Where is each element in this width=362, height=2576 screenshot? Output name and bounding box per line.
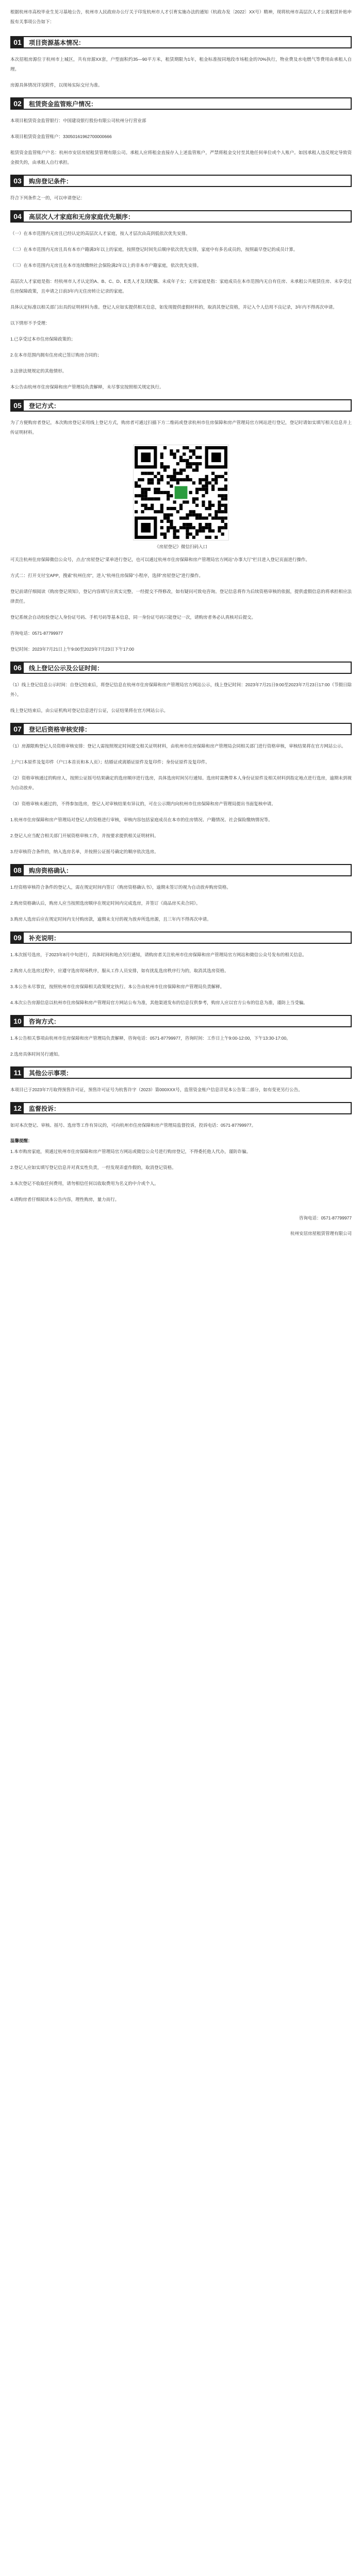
section-number: 08 bbox=[11, 865, 24, 876]
section-title: 登记方式： bbox=[29, 402, 60, 410]
section-paragraph: （1）线上登记信息公示时间：自登记结束后，将登记信息在杭州市住房保障和房产管理局官方网站公示，线上登记时间：2023年7月21日9:00至2023年7月23日17:00（节假日除外）。 bbox=[10, 682, 352, 697]
section-paragraph: 高层次人才家庭是指：经杭州市人才认定的A、B、C、D、E类人才及其配偶、未成年子女；无房家庭是指：家庭成员在本市范围内无自有住房、未承租公共租赁住房、未享受过住房保障政策，且申请之日前3年内无住房转让记录的家庭。 bbox=[10, 279, 352, 294]
section-number: 06 bbox=[11, 662, 24, 673]
footer-org: 杭州安居房屋租赁管理有限公司 bbox=[290, 1231, 352, 1236]
section-paragraph: 登记前请仔细阅读《购房登记须知》，登记内容填写应真实完整，一经提交不得修改，如有疑问可致电咨询。登记信息将作为后续资格审核的依据，提供虚假信息的将承担相应法律责任。 bbox=[10, 589, 352, 604]
section-paragraph: 线上登记结束后，由公证机构对登记信息进行公证，公证结果将在官方网站公示。 bbox=[10, 708, 169, 713]
section-number: 02 bbox=[11, 98, 24, 109]
notice-paragraph: 3.本次登记不收取任何费用，请勿相信任何以收取费用为名义的中介或个人。 bbox=[10, 1181, 159, 1186]
section-title: 登记后资格审核安排： bbox=[29, 725, 91, 733]
section-paragraph: （一）在本市范围内无房且已经认定的高层次人才家庭，按人才层次由高到低依次优先安排。 bbox=[10, 231, 190, 236]
section-number: 09 bbox=[11, 932, 24, 943]
document-page bbox=[0, 0, 362, 1238]
section-paragraph: 2.购房人在选房过程中，应遵守选房现场秩序，服从工作人员安排，如有扰乱选房秩序行为的，取消其选房资格。 bbox=[10, 968, 229, 973]
section-paragraph: 本次招租房源位于杭州市上城区，共有房源XX套，户型面积约35—90平方米，租赁期限为1年，租金标准按同地段市场租金的70%执行，物业费及水电燃气等费用由承租人自理。 bbox=[10, 57, 352, 72]
section-04 bbox=[10, 210, 352, 392]
section-header bbox=[10, 97, 352, 110]
section-paragraph: 如对本次登记、审核、摇号、选房等工作有异议的，可向杭州市住房保障和房产管理局监督投诉，投诉电话：0571-87799977。 bbox=[10, 1123, 256, 1128]
section-paragraph: 1.本次摇号选房，于2023年8月中旬进行，具体时间和地点另行通知，请购房者关注杭州市住房保障和房产管理局官方网站和微信公众号发布的相关信息。 bbox=[10, 952, 307, 957]
section-paragraph: （二）在本市范围内无房且具有本市户籍满3年以上的家庭，按照登记时间先后顺序依次优先安排，家庭中有多名成员的，按照最早登记的成员计算。 bbox=[10, 247, 298, 252]
intro-paragraph: 根据杭州市高校毕业生见习基地公告，杭州市人民政府办公厅关于印发杭州市人才引育实施办法的通知（杭政办发〔2022〕XX号）精神，现将杭州市高层次人才公寓租赁补贴申报有关事项公告如下： bbox=[10, 9, 352, 24]
section-paragraph: 2.购房资格确认后，购房人应当按照选房顺序在规定时间内完成选房，并签订《商品房买卖合同》。 bbox=[10, 901, 201, 906]
section-number: 11 bbox=[11, 1067, 24, 1078]
section-paragraph: 1.本公告相关事项由杭州市住房保障和房产管理局负责解释，咨询电话：0571-87799977，咨询时间：工作日上午9:00-12:00，下午13:30-17:00。 bbox=[10, 1036, 291, 1041]
section-title: 项目资源基本情况： bbox=[29, 39, 85, 46]
section-paragraph: 本项目租赁资金监管账户：33050161962700000666 bbox=[10, 134, 112, 139]
section-title: 咨询方式： bbox=[29, 1018, 60, 1025]
section-header bbox=[10, 36, 352, 48]
section-paragraph: 2.选房具体时间另行通知。 bbox=[10, 1052, 62, 1057]
section-05 bbox=[10, 399, 352, 654]
section-03 bbox=[10, 175, 352, 203]
section-01 bbox=[10, 36, 352, 90]
section-paragraph: 3.经审核符合条件的，纳入选房名单，并按照公证摇号确定的顺序依次选房。 bbox=[10, 849, 159, 854]
section-07 bbox=[10, 723, 352, 857]
notice-title: 温馨提醒： bbox=[10, 1138, 32, 1143]
section-title: 补充说明： bbox=[29, 934, 60, 942]
section-paragraph: 上户口本原件及复印件（户口本首页和本人页）；结婚证或离婚证原件及复印件；身份证原件及复印件。 bbox=[10, 759, 210, 765]
section-paragraph: 本项目已于2023年7月取得预售许可证，预售许可证号为杭售许字（2023）第000XXX号，监管资金账户信息详见本公告第二部分，如有变更另行公告。 bbox=[10, 1087, 303, 1092]
section-paragraph: 房源具体情况详见附件，以现场实际交付为准。 bbox=[10, 82, 103, 88]
section-paragraph: 3.法律法规规定的其他情形。 bbox=[10, 368, 67, 374]
section-header bbox=[10, 662, 352, 674]
section-12 bbox=[10, 1102, 352, 1130]
section-paragraph: 具体认定标准以相关部门出具的证明材料为准。登记人应如实提供相关信息，如发现提供虚假材料的，取消其登记资格，并记入个人信用不良记录，3年内不得再次申请。 bbox=[10, 304, 337, 310]
section-title: 其他公示事项： bbox=[29, 1069, 73, 1077]
section-paragraph: 以下情形不予受理： bbox=[10, 320, 50, 326]
section-paragraph: 登记系统会自动校验登记人身份证号码、手机号码等基本信息，同一身份证号码只能登记一次，请购房者务必认真核对后提交。 bbox=[10, 615, 256, 620]
section-number: 01 bbox=[11, 37, 24, 48]
notice-paragraphs bbox=[10, 1147, 352, 1205]
notice-paragraph: 4.请购房者仔细阅读本公告内容，理性购房，量力而行。 bbox=[10, 1197, 120, 1202]
section-06 bbox=[10, 662, 352, 716]
section-paragraph: 3.购房人选房后应在规定时间内支付购房款，逾期未支付的视为放弃所选房源，且三年内不得再次申请。 bbox=[10, 917, 211, 922]
section-paragraph: 1.杭州市住房保障和房产管理局对登记人的资格进行审核，审核内容包括家庭成员在本市的住房情况、户籍情况、社会保险缴纳情况等。 bbox=[10, 817, 273, 822]
section-paragraph: 登记时间：2023年7月21日上午9:00至2023年7月23日下午17:00 bbox=[10, 647, 134, 652]
section-header bbox=[10, 1102, 352, 1114]
footer-contact: 咨询电话：0571-87799977 bbox=[299, 1215, 352, 1221]
section-paragraph: 4.本次公告房源信息以杭州市住房保障和房产管理局官方网站公布为准，其他渠道发布的信息仅供参考，购房人应以官方公布的信息为准，谨防上当受骗。 bbox=[10, 1000, 308, 1005]
section-paragraph: 1.已享受过本市住房保障政策的； bbox=[10, 336, 76, 342]
section-header bbox=[10, 931, 352, 944]
section-paragraph: （1）房源限购登记人员资格审核安排：登记人需按照规定时间提交相关证明材料，由杭州市住房保障和房产管理局会同相关部门进行资格审核，审核结果将在官方网站公示。 bbox=[10, 743, 346, 749]
section-08 bbox=[10, 864, 352, 924]
notice-section bbox=[10, 1138, 352, 1205]
section-header bbox=[10, 175, 352, 187]
section-paragraph: 本项目租赁资金监管银行：中国建设银行股份有限公司杭州分行营业部 bbox=[10, 118, 146, 123]
section-paragraph: 2.登记人应当配合相关部门开展资格审核工作，并按要求提供相关证明材料。 bbox=[10, 833, 159, 838]
section-title: 线上登记公示及公证时间： bbox=[29, 664, 104, 672]
section-paragraph: 符合下列条件之一的，可以申请登记： bbox=[10, 195, 85, 200]
section-paragraph: 可关注杭州住房保障微信公众号，点击“房屋登记”菜单进行登记，也可以通过杭州市住房保障和房产管理局官方网站“办事大厅”栏目进入登记页面进行操作。 bbox=[10, 557, 310, 562]
qr-caption: 《房屋登记》微信扫码入口 bbox=[154, 544, 207, 549]
qr-code-icon[interactable] bbox=[133, 445, 229, 540]
section-number: 04 bbox=[11, 211, 24, 222]
section-header bbox=[10, 864, 352, 876]
footer bbox=[10, 1214, 352, 1238]
section-title: 高层次人才家庭和无房家庭优先顺序： bbox=[29, 213, 135, 221]
section-number: 05 bbox=[11, 400, 24, 411]
section-header bbox=[10, 399, 352, 412]
notice-paragraph: 2.登记人应如实填写登记信息并对真实性负责，一经发现弄虚作假的，取消登记资格。 bbox=[10, 1165, 176, 1170]
section-header bbox=[10, 210, 352, 223]
section-10 bbox=[10, 1015, 352, 1059]
section-title: 购房资格确认： bbox=[29, 867, 73, 874]
section-paragraph: （三）在本市范围内无房且在本市连续缴纳社会保险满2年以上的非本市户籍家庭，依次优先安排。 bbox=[10, 263, 202, 268]
section-title: 租赁资金监管账户情况： bbox=[29, 100, 97, 108]
section-paragraph: 为了方便购房者登记，本次购房登记采用线上登记方式，购房者可通过扫描下方二维码或登录杭州市住房保障和房产管理局官方网站进行登记，登记时请如实填写相关信息并上传证明材料。 bbox=[10, 420, 352, 435]
notice-paragraph: 1.本市购房家庭，须通过杭州市住房保障和房产管理局官方网站或微信公众号进行购房登记，不得委托他人代办，谨防诈骗。 bbox=[10, 1149, 251, 1154]
section-paragraph: 1.经资格审核符合条件的登记人，需在规定时间内签订《购房资格确认书》，逾期未签订的视为自动放弃购房资格。 bbox=[10, 885, 231, 890]
section-paragraph: 本公告由杭州市住房保障和房产管理局负责解释，未尽事宜按照相关规定执行。 bbox=[10, 384, 164, 389]
section-number: 12 bbox=[11, 1103, 24, 1114]
section-paragraph: 方式二：打开支付宝APP，搜索“杭州住房”，进入“杭州住房保障”小程序，选择“房屋登记”进行操作。 bbox=[10, 573, 203, 578]
section-paragraph: （3）资格审核未通过的，不得参加选房，登记人对审核结果有异议的，可在公示期内向杭州市住房保障和房产管理局提出书面复核申请。 bbox=[10, 801, 276, 806]
section-title: 购房登记条件： bbox=[29, 177, 73, 185]
section-paragraph: 租赁资金监管账户户名：杭州市安居房屋租赁管理有限公司。承租人应将租金直接存入上述监管账户，严禁将租金交付至其他任何单位或个人账户。如因承租人违反规定导致资金损失的，由承租人自行承担。 bbox=[10, 150, 352, 165]
section-paragraph: 咨询电话：0571-87799977 bbox=[10, 631, 63, 636]
section-number: 07 bbox=[11, 723, 24, 735]
section-header bbox=[10, 1015, 352, 1027]
sections-container bbox=[10, 36, 352, 1130]
section-paragraph: 2.在本市范围内拥有住房或已签订购房合同的； bbox=[10, 352, 102, 358]
section-header bbox=[10, 1066, 352, 1079]
section-title: 监督投诉： bbox=[29, 1105, 60, 1112]
section-paragraph: （2）资格审核通过的购房人，按照公证摇号结果确定的选房顺序进行选房，具体选房时间另行通知。选房时需携带本人身份证原件及相关材料到指定地点进行选房，逾期未到视为自动放弃。 bbox=[10, 775, 352, 790]
section-paragraph: 3.本公告未尽事宜，按照杭州市住房保障相关政策规定执行。本公告由杭州市住房保障和房产管理局负责解释。 bbox=[10, 984, 225, 989]
section-number: 10 bbox=[11, 1015, 24, 1027]
section-header bbox=[10, 723, 352, 735]
section-09 bbox=[10, 931, 352, 1008]
section-02 bbox=[10, 97, 352, 167]
qr-code-block bbox=[10, 445, 352, 550]
section-number: 03 bbox=[11, 175, 24, 187]
section-11 bbox=[10, 1066, 352, 1095]
